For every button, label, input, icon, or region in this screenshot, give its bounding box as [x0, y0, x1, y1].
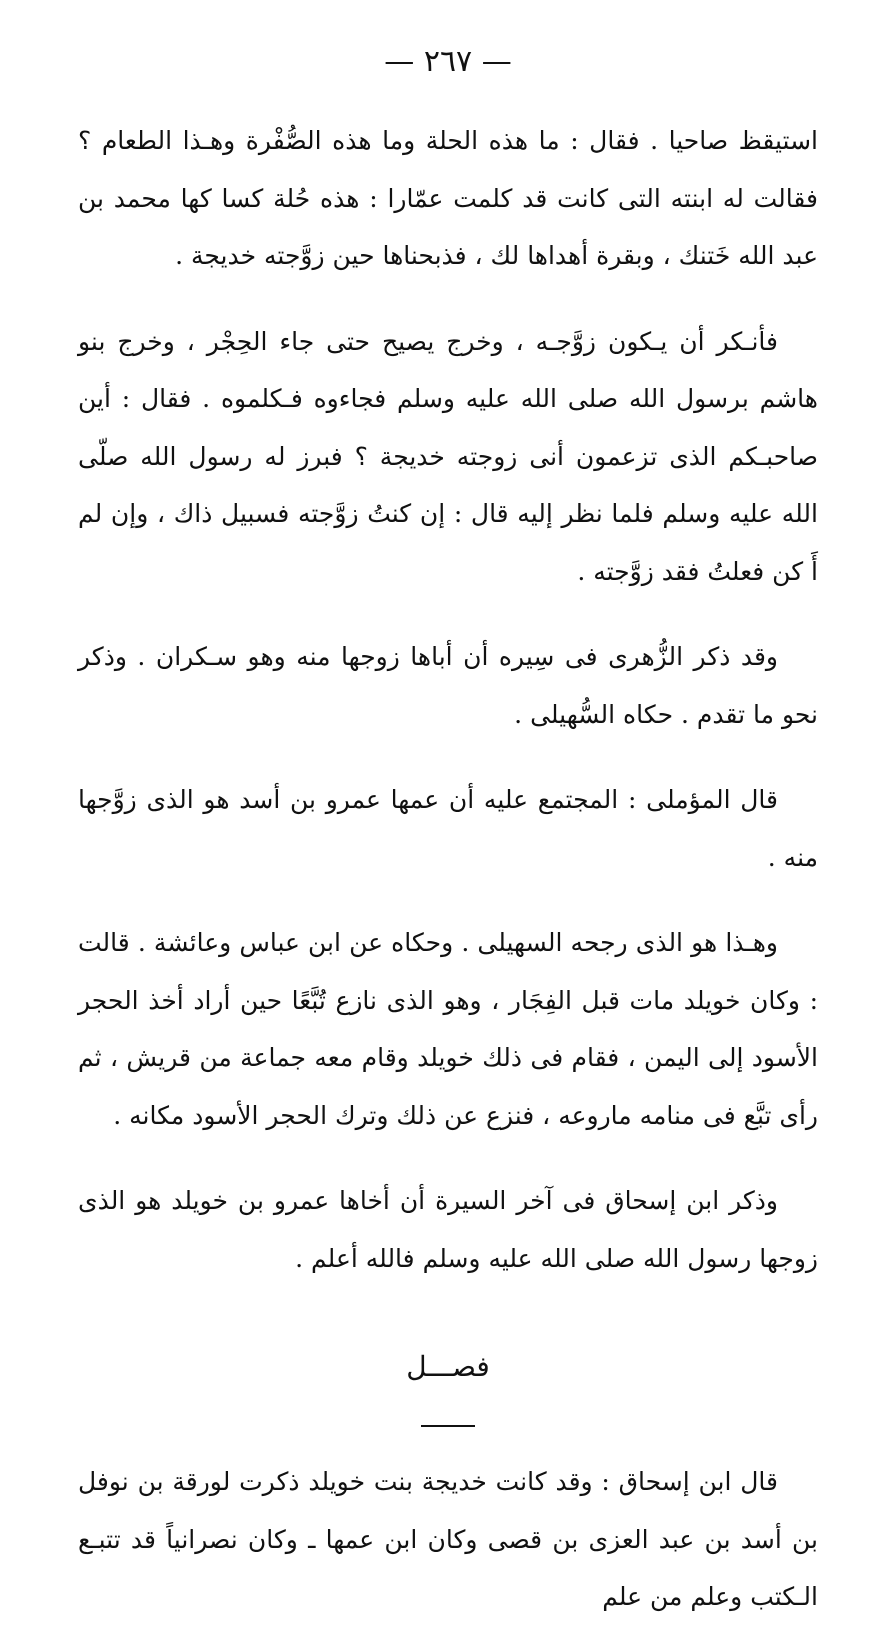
paragraph-2: فأنـكر أن يـكون زوَّجـه ، وخرج يصيح حتى جاء الحِجْر ، وخرج بنو هاشم برسول الله صلى الله عليه وسلم فجاءوه فـكلموه . فقال : أين صاحبـكم الذى تزعمون أنى زوجته خديجة ؟ فبرز له رسول الله صلّى الله عليه وسلم فلما نظر إليه قال : إن كنتُ زوَّجته فسبيل ذاك ، وإن لم أَ كن فعلتُ فقد زوَّجته . — [78, 326, 818, 586]
paragraph-5: وهـذا هو الذى رجحه السهيلى . وحكاه عن ابن عباس وعائشة . قالت : وكان خويلد مات قبل الفِجَار ، وهو الذى نازع تُبَّعًا حين أراد أخذ الحجر الأسود إلى اليمن ، فقام فى ذلك خويلد وقام معه جماعة من قريش ، ثم رأى تبَّع فى منامه ماروعه ، فنزع عن ذلك وترك الحجر الأسود مكانه . — [78, 928, 818, 1130]
paragraph-1: استيقظ صاحيا . فقال : ما هذه الحلة وما هذه الصُّفْرة وهـذا الطعام ؟ فقالت له ابنته التى كانت قد كلمت عمّارا : هذه حُلة كسا كها محمد بن عبد الله خَتنك ، وبقرة أهداها لك ، فذبحناها حين زوَّجته خديجة . — [78, 126, 818, 270]
page-number: — ٢٦٧ — — [384, 44, 512, 79]
section-heading: فصـــل — [406, 1350, 490, 1383]
paragraph-6: وذكر ابن إسحاق فى آخر السيرة أن أخاها عمرو بن خويلد هو الذى زوجها رسول الله صلى الله عليه وسلم فالله أعلم . — [78, 1186, 818, 1273]
paragraph-3: وقد ذكر الزُّهرى فى سِيره أن أباها زوجها منه وهو سـكران . وذكر نحو ما تقدم . حكاه السُّهيلى . — [78, 642, 818, 729]
section-divider — [421, 1425, 475, 1427]
book-page — [78, 42, 818, 1611]
section-heading-block — [78, 1347, 818, 1427]
paragraph-4: قال المؤملى : المجتمع عليه أن عمها عمرو بن أسد هو الذى زوَّجها منه . — [78, 785, 818, 872]
section-paragraph-1: قال ابن إسحاق : وقد كانت خديجة بنت خويلد ذكرت لورقة بن نوفل بن أسد بن عبد العزى بن قصى وكان ابن عمها ـ وكان نصرانياً قد تتبـع الـكتب وعلم من علم — [78, 1467, 818, 1611]
